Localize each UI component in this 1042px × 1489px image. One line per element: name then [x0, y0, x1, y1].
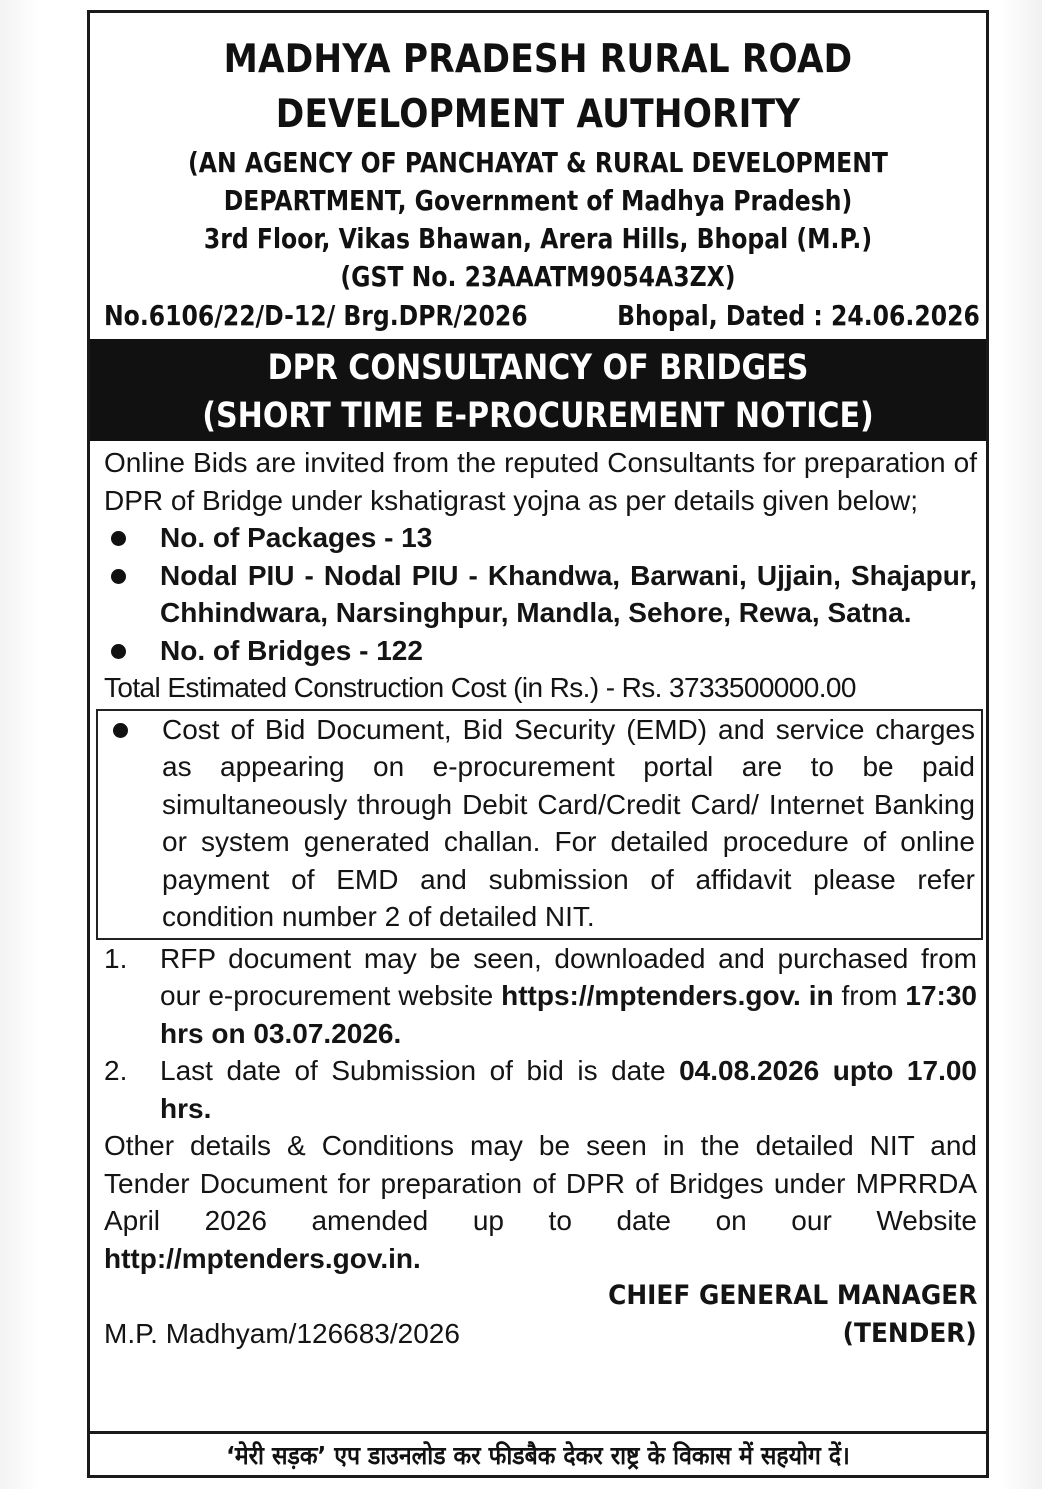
- bullet-text: Nodal PIU - Nodal PIU - Khandwa, Barwani, Ujjain, Shajapur, Chhindwara, Narsinghpur, Mandla, Sehore, Rewa, Satna.: [160, 559, 977, 628]
- release-number: M.P. Madhyam/126683/2026: [104, 1318, 460, 1349]
- bullet-dot-icon: [111, 569, 126, 584]
- intro-paragraph: Online Bids are invited from the reputed Consultants for preparation of DPR of Bridge under kshatigrast yojna as per details given below;: [104, 447, 977, 516]
- item-rfp-document: [104, 940, 977, 1053]
- notice-title-band: [90, 339, 986, 441]
- payment-note-box: [96, 709, 983, 940]
- gst-number: (GST No. 23AAATM9054A3ZX): [340, 260, 736, 293]
- tender-website-link[interactable]: https://mptenders.gov. in: [501, 980, 834, 1011]
- signatory-designation: CHIEF GENERAL MANAGER: [607, 1280, 977, 1311]
- bullet-text: No. of Bridges - 122: [160, 634, 423, 666]
- hindi-footer: [90, 1431, 986, 1478]
- notice-body: [104, 444, 977, 1353]
- bullet-packages: [104, 519, 977, 557]
- closing-text: Other details & Conditions may be seen in the detailed NIT and Tender Document for preparation of DPR of Bridges under MPRRDA April 2026 amended up to date on our Website: [104, 1130, 977, 1236]
- website-link[interactable]: http://mptenders.gov.in.: [104, 1242, 421, 1274]
- bullet-dot-icon: [111, 644, 126, 659]
- signature-block: [104, 1277, 977, 1353]
- bullet-dot-icon: [111, 531, 126, 546]
- signatory-section: (TENDER): [842, 1318, 977, 1349]
- payment-note-text: Cost of Bid Document, Bid Security (EMD) and service charges as appearing on e-procurement portal are to be paid simultaneously through Debit Card/Credit Card/ Internet Banking or system generated challan. For detailed procedure of online payment of EMD and submission of affidavit please refer condition number 2 of detailed NIT.: [162, 713, 975, 932]
- item-text: RFP document may be seen, downloaded and purchased from our e-procurement website: [160, 942, 977, 1011]
- notice-title: DPR CONSULTANCY OF BRIDGES: [267, 348, 809, 388]
- item-text: Last date of Submission of bid is date: [160, 1055, 680, 1086]
- total-estimated-cost: Total Estimated Construction Cost (in Rs.) - Rs. 3733500000.00: [104, 672, 856, 703]
- office-address: 3rd Floor, Vikas Bhawan, Arera Hills, Bhopal (M.P.): [203, 222, 873, 255]
- submission-deadline: 04.08.2026 upto 17.00 hrs.: [160, 1055, 977, 1124]
- tender-notice: [87, 10, 989, 1478]
- bullet-text: No. of Packages - 13: [160, 522, 433, 553]
- reference-number: No.6106/22/D-12/ Brg.DPR/2026: [104, 299, 528, 332]
- notice-date: Bhopal, Dated : 24.06.2026: [617, 299, 980, 332]
- notice-subtitle: (SHORT TIME E-PROCUREMENT NOTICE): [202, 396, 874, 436]
- agency-line1: (AN AGENCY OF PANCHAYAT & RURAL DEVELOPMENT: [188, 146, 888, 179]
- item-text: from: [833, 980, 906, 1011]
- bullet-bridges: [104, 632, 977, 670]
- closing-paragraph: [104, 1127, 977, 1277]
- bullet-nodal-piu: [104, 557, 977, 632]
- agency-line2: DEPARTMENT, Government of Madhya Pradesh): [223, 184, 853, 217]
- item-number: 1.: [104, 942, 128, 974]
- hindi-footer-text: ‘मेरी सड़क’ एप डाउनलोड कर फीडबैक देकर राष्ट्र के विकास में सहयोग दें।: [226, 1441, 850, 1470]
- bullet-dot-icon: [113, 723, 128, 738]
- rfp-availability-time: 17:30 hrs on 03.07.2026.: [160, 980, 977, 1049]
- item-last-date: [104, 1052, 977, 1127]
- org-name-line1: MADHYA PRADESH RURAL ROAD: [223, 37, 853, 82]
- payment-note: [106, 711, 975, 936]
- item-number: 2.: [104, 1055, 128, 1086]
- org-name-line2: DEVELOPMENT AUTHORITY: [275, 92, 801, 137]
